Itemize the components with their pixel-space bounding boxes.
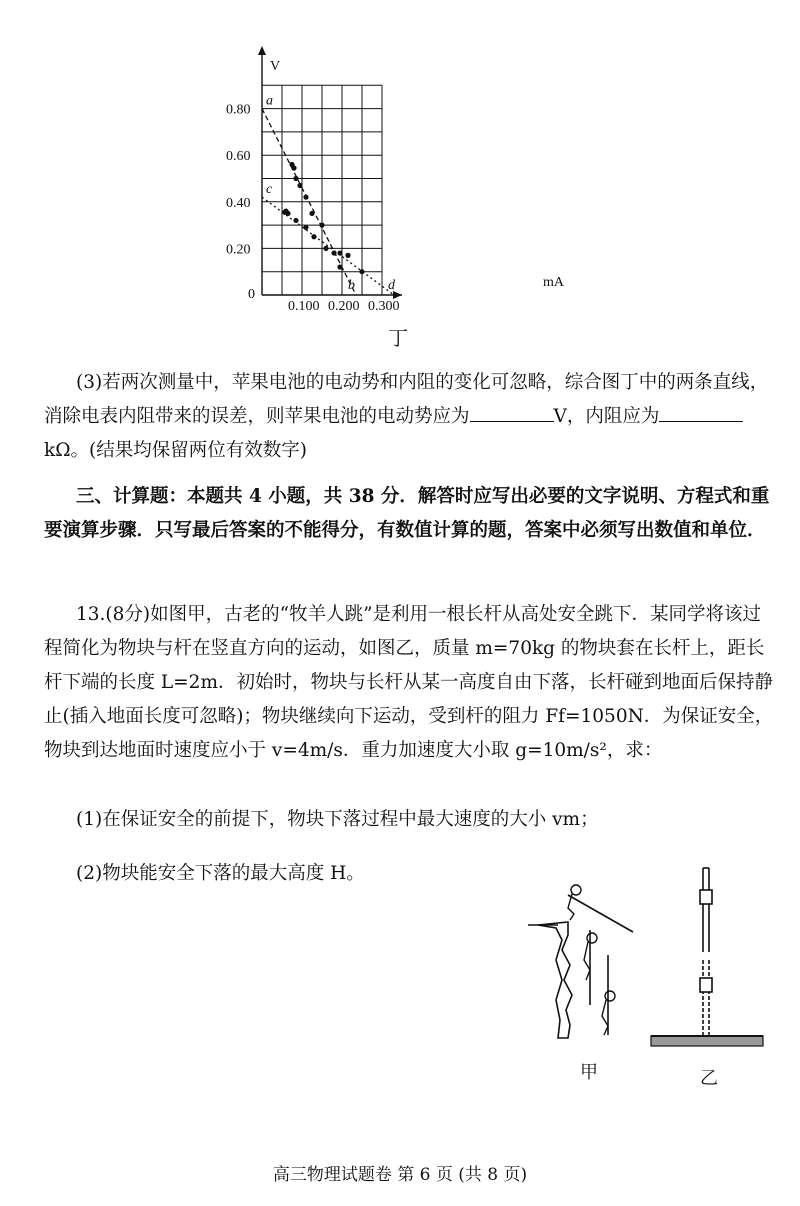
page-footer: 高三物理试题卷 第 6 页 (共 8 页) <box>272 1165 528 1185</box>
data-point-cd <box>323 246 328 251</box>
question-13-part-2: (2)物块能安全下落的最大高度 H。 <box>76 863 365 884</box>
y-tick-label: 0.40 <box>226 195 251 211</box>
block-on-rod-diagram <box>648 860 768 1050</box>
point-label-a: a <box>266 93 273 109</box>
y-axis-arrow <box>258 46 266 55</box>
data-point-cd <box>311 234 316 239</box>
data-point-ab <box>319 223 324 228</box>
question-13-part-1: (1)在保证安全的前提下，物块下落过程中最大速度的大小 vm； <box>76 809 599 830</box>
question-3 <box>44 366 774 468</box>
origin-label: 0 <box>248 287 255 302</box>
data-point-ab <box>291 165 296 170</box>
point-label-d: d <box>388 278 395 293</box>
data-point-ab <box>303 195 308 200</box>
emf-answer-blank[interactable] <box>470 403 554 422</box>
data-point-ab <box>337 264 342 269</box>
y-tick-label: 0.80 <box>226 102 251 118</box>
x-axis-label: mA <box>543 275 564 290</box>
data-point-cd <box>337 250 342 255</box>
chart-caption: 丁 <box>388 326 408 350</box>
point-label-b: b <box>348 278 355 293</box>
question-3-unit2: kΩ。(结果均保留两位有效数字) <box>44 440 307 461</box>
figure-yi-label: 乙 <box>700 1068 718 1089</box>
data-point-ab <box>309 211 314 216</box>
shepherd-jump-illustration <box>528 880 638 1045</box>
chart-axes <box>226 46 402 314</box>
y-tick-label: 0.20 <box>226 242 251 258</box>
y-tick-label: 0.60 <box>226 149 251 165</box>
data-point-cd <box>359 269 364 274</box>
data-point-cd <box>293 218 298 223</box>
chart-grid <box>262 85 382 295</box>
y-axis-label: V <box>270 59 281 74</box>
data-point-cd <box>345 253 350 258</box>
x-tick-label: 0.200 <box>328 299 360 314</box>
question-3-text: (3)若两次测量中，苹果电池的电动势和内阻的变化可忽略，综合图丁中的两条直线，消除电表内阻带来的误差，则苹果电池的电动势应为 <box>44 372 769 427</box>
data-point-ab <box>297 183 302 188</box>
resistance-answer-blank[interactable] <box>659 403 743 422</box>
question-13-stem: 13.(8分)如图甲，古老的“牧羊人跳”是利用一根长杆从高处安全跳下．某同学将该过程简化为物块与杆在竖直方向的运动，如图乙，质量 m=70kg 的物块套在长杆上，距长杆下端的长度 L=2m．初始时，物块与长杆从某一高度自由下落，长杆碰到地面后保持静止(插入地面长度可忽略)；物块继续向下运动，受到杆的阻力 Ff=1050N．为保证安全，物块到达地面时速度应小于 v=4m/s．重力加速度大小取 g=10m/s²，求： <box>44 604 774 761</box>
data-point-ab <box>293 176 298 181</box>
vi-chart <box>220 40 590 315</box>
section-3-instructions: 三、计算题：本题共 4 小题，共 38 分．解答时应写出必要的文字说明、方程式和重要演算步骤．只写最后答案的不能得分，有数值计算的题，答案中必须写出数值和单位． <box>44 486 770 541</box>
data-point-cd <box>303 225 308 230</box>
point-label-c: c <box>266 182 273 198</box>
x-tick-label: 0.100 <box>288 299 320 314</box>
data-point-cd <box>283 209 288 214</box>
data-point-ab <box>331 250 336 255</box>
question-3-unit1: V，内阻应为 <box>553 406 660 427</box>
x-tick-label: 0.300 <box>368 299 400 314</box>
figure-jia-label: 甲 <box>580 1062 598 1083</box>
